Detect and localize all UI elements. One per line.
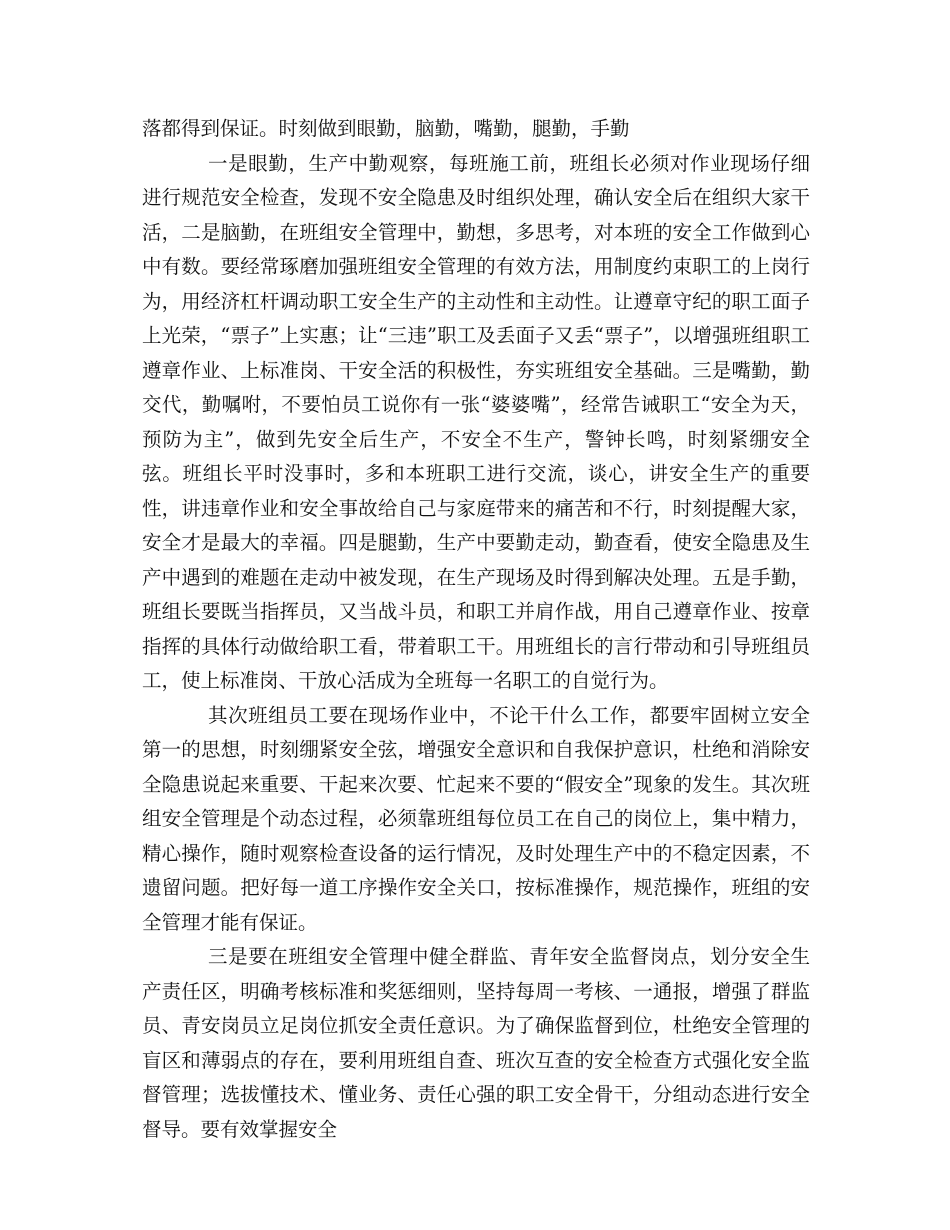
paragraph-1: 落都得到保证。时刻做到眼勤，脑勤，嘴勤，腿勤，手勤 [142,117,630,140]
document-body [142,112,810,1147]
paragraph-2: 一是眼勤，生产中勤观察，每班施工前，班组长必须对作业现场仔细进行规范安全检查，发现不安全隐患及时组织处理，确认安全后在组织大家干活，二是脑勤，在班组安全管理中，勤想，多思考，对本班的安全工作做到心中有数。要经常琢磨加强班组安全管理的有效方法，用制度约束职工的上岗行为，用经济杠杆调动职工安全生产的主动性和主动性。让遵章守纪的职工面子上光荣，“票子”上实惠；让“三违”职工及丢面子又丢“票子”，以增强班组职工遵章作业、上标准岗、干安全活的积极性，夯实班组安全基础。三是嘴勤，勤交代，勤嘱咐，不要怕员工说你有一张“婆婆嘴”，经常告诫职工“安全为天，预防为主”，做到先安全后生产，不安全不生产，警钟长鸣，时刻紧绷安全弦。班组长平时没事时，多和本班职工进行交流，谈心，讲安全生产的重要性，讲违章作业和安全事故给自己与家庭带来的痛苦和不行，时刻提醒大家，安全才是最大的幸福。四是腿勤，生产中要勤走动，勤查看，使安全隐患及生产中遇到的难题在走动中被发现，在生产现场及时得到解决处理。五是手勤，班组长要既当指挥员，又当战斗员，和职工并肩作战，用自己遵章作业、按章指挥的具体行动做给职工看，带着职工干。用班组长的言行带动和引导班组员工，使上标准岗、干放心活成为全班每一名职工的自觉行为。 [142,151,810,692]
paragraph-4: 三是要在班组安全管理中健全群监、青年安全监督岗点，划分安全生产责任区，明确考核标准和奖惩细则，坚持每周一考核、一通报，增强了群监员、青安岗员立足岗位抓安全责任意识。为了确保监督到位，杜绝安全管理的盲区和薄弱点的存在，要利用班组自查、班次互查的安全检查方式强化安全监督管理；选拔懂技术、懂业务、责任心强的职工安全骨干，分组动态进行安全督导。要有效掌握安全 [142,945,810,1141]
paragraph-3: 其次班组员工要在现场作业中，不论干什么工作，都要牢固树立安全第一的思想，时刻绷紧安全弦，增强安全意识和自我保护意识，杜绝和消除安全隐患说起来重要、干起来次要、忙起来不要的“假安全”现象的发生。其次班组安全管理是个动态过程，必须靠班组每位员工在自己的岗位上，集中精力，精心操作，随时观察检查设备的运行情况，及时处理生产中的不稳定因素，不遗留问题。把好每一道工序操作安全关口，按标准操作，规范操作，班组的安全管理才能有保证。 [142,703,810,934]
